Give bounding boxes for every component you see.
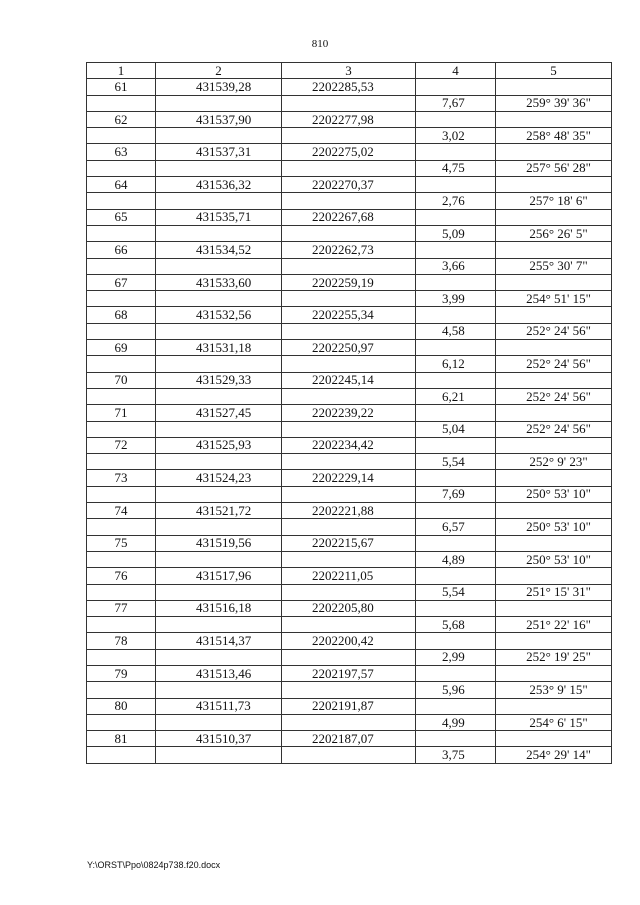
empty-cell [496,307,612,323]
table-row [87,144,612,160]
table-row [87,535,612,551]
empty-cell [156,421,282,437]
segment-length-cell: 4,89 [416,551,496,567]
empty-cell [282,356,416,372]
table-row [87,242,612,258]
point-number-cell: 66 [87,242,156,258]
x-coordinate-cell: 431521,72 [156,503,282,519]
empty-cell [496,111,612,127]
table-header-row [87,63,612,79]
empty-cell [87,128,156,144]
direction-angle-cell: 253° 9' 15" [496,682,612,698]
table-row [87,584,612,600]
empty-cell [416,111,496,127]
empty-cell [496,535,612,551]
x-coordinate-cell: 431513,46 [156,665,282,681]
empty-cell [416,600,496,616]
empty-cell [87,454,156,470]
x-coordinate-cell: 431537,31 [156,144,282,160]
page-number: 810 [311,38,329,50]
table-row [87,274,612,290]
segment-length-cell: 4,99 [416,714,496,730]
empty-cell [496,372,612,388]
direction-angle-cell: 250° 53' 10" [496,486,612,502]
empty-cell [87,519,156,535]
empty-cell [87,291,156,307]
empty-cell [416,568,496,584]
empty-cell [156,454,282,470]
direction-angle-cell: 258° 48' 35" [496,128,612,144]
table-row [87,258,612,274]
y-coordinate-cell: 2202259,19 [282,274,416,290]
direction-angle-cell: 252° 19' 25" [496,649,612,665]
segment-length-cell: 5,04 [416,421,496,437]
table-row [87,225,612,241]
empty-cell [496,568,612,584]
direction-angle-cell: 256° 26' 5" [496,225,612,241]
empty-cell [87,551,156,567]
y-coordinate-cell: 2202250,97 [282,340,416,356]
point-number-cell: 72 [87,437,156,453]
empty-cell [282,519,416,535]
x-coordinate-cell: 431532,56 [156,307,282,323]
table-row [87,209,612,225]
empty-cell [496,503,612,519]
empty-cell [156,388,282,404]
empty-cell [282,682,416,698]
y-coordinate-cell: 2202200,42 [282,633,416,649]
empty-cell [416,307,496,323]
empty-cell [156,617,282,633]
point-number-cell: 69 [87,340,156,356]
x-coordinate-cell: 431510,37 [156,731,282,747]
segment-length-cell: 5,96 [416,682,496,698]
empty-cell [87,421,156,437]
empty-cell [416,177,496,193]
empty-cell [416,405,496,421]
empty-cell [156,291,282,307]
empty-cell [496,633,612,649]
x-coordinate-cell: 431529,33 [156,372,282,388]
point-number-cell: 75 [87,535,156,551]
empty-cell [416,144,496,160]
empty-cell [416,340,496,356]
y-coordinate-cell: 2202211,05 [282,568,416,584]
x-coordinate-cell: 431517,96 [156,568,282,584]
empty-cell [156,584,282,600]
coordinates-table [86,62,612,764]
table-row [87,405,612,421]
x-coordinate-cell: 431533,60 [156,274,282,290]
table-row [87,372,612,388]
segment-length-cell: 4,75 [416,160,496,176]
empty-cell [282,747,416,763]
empty-cell [282,291,416,307]
empty-cell [496,274,612,290]
y-coordinate-cell: 2202221,88 [282,503,416,519]
empty-cell [156,356,282,372]
empty-cell [416,665,496,681]
y-coordinate-cell: 2202275,02 [282,144,416,160]
segment-length-cell: 7,67 [416,95,496,111]
table-row [87,698,612,714]
empty-cell [156,323,282,339]
empty-cell [156,649,282,665]
table-row [87,111,612,127]
empty-cell [87,388,156,404]
header-col-4: 4 [416,63,496,79]
direction-angle-cell: 254° 51' 15" [496,291,612,307]
y-coordinate-cell: 2202215,67 [282,535,416,551]
table-row [87,421,612,437]
empty-cell [156,258,282,274]
y-coordinate-cell: 2202191,87 [282,698,416,714]
empty-cell [87,714,156,730]
empty-cell [496,437,612,453]
empty-cell [496,731,612,747]
direction-angle-cell: 252° 24' 56" [496,388,612,404]
direction-angle-cell: 250° 53' 10" [496,551,612,567]
empty-cell [282,160,416,176]
table-row [87,682,612,698]
y-coordinate-cell: 2202285,53 [282,79,416,95]
segment-length-cell: 5,54 [416,454,496,470]
empty-cell [496,340,612,356]
empty-cell [416,731,496,747]
point-number-cell: 70 [87,372,156,388]
empty-cell [156,95,282,111]
direction-angle-cell: 252° 24' 56" [496,323,612,339]
empty-cell [416,535,496,551]
y-coordinate-cell: 2202229,14 [282,470,416,486]
header-col-1: 1 [87,63,156,79]
empty-cell [156,193,282,209]
table-row [87,160,612,176]
empty-cell [416,470,496,486]
table-row [87,470,612,486]
y-coordinate-cell: 2202255,34 [282,307,416,323]
y-coordinate-cell: 2202205,80 [282,600,416,616]
empty-cell [282,323,416,339]
empty-cell [496,665,612,681]
empty-cell [282,486,416,502]
point-number-cell: 67 [87,274,156,290]
empty-cell [87,617,156,633]
empty-cell [496,144,612,160]
point-number-cell: 63 [87,144,156,160]
point-number-cell: 79 [87,665,156,681]
empty-cell [416,79,496,95]
empty-cell [282,649,416,665]
table-row [87,649,612,665]
segment-length-cell: 5,68 [416,617,496,633]
x-coordinate-cell: 431519,56 [156,535,282,551]
empty-cell [416,209,496,225]
table-body [87,79,612,763]
table-row [87,486,612,502]
x-coordinate-cell: 431539,28 [156,79,282,95]
table-row [87,356,612,372]
header-col-2: 2 [156,63,282,79]
x-coordinate-cell: 431531,18 [156,340,282,356]
point-number-cell: 71 [87,405,156,421]
empty-cell [87,258,156,274]
table-row [87,568,612,584]
empty-cell [496,405,612,421]
empty-cell [156,128,282,144]
empty-cell [87,682,156,698]
segment-length-cell: 2,99 [416,649,496,665]
table-row [87,437,612,453]
header-col-5: 5 [496,63,612,79]
direction-angle-cell: 257° 18' 6" [496,193,612,209]
segment-length-cell: 2,76 [416,193,496,209]
x-coordinate-cell: 431535,71 [156,209,282,225]
empty-cell [87,649,156,665]
empty-cell [156,714,282,730]
empty-cell [496,209,612,225]
table-row [87,600,612,616]
empty-cell [416,372,496,388]
table-row [87,747,612,763]
direction-angle-cell: 251° 15' 31" [496,584,612,600]
table-row [87,454,612,470]
empty-cell [416,698,496,714]
x-coordinate-cell: 431511,73 [156,698,282,714]
table-row [87,503,612,519]
table-row [87,177,612,193]
segment-length-cell: 3,99 [416,291,496,307]
table-row [87,519,612,535]
empty-cell [282,714,416,730]
table-row [87,340,612,356]
x-coordinate-cell: 431525,93 [156,437,282,453]
empty-cell [282,95,416,111]
table-row [87,307,612,323]
y-coordinate-cell: 2202267,68 [282,209,416,225]
x-coordinate-cell: 431537,90 [156,111,282,127]
segment-length-cell: 6,21 [416,388,496,404]
x-coordinate-cell: 431534,52 [156,242,282,258]
empty-cell [282,617,416,633]
empty-cell [87,486,156,502]
point-number-cell: 65 [87,209,156,225]
table-row [87,731,612,747]
x-coordinate-cell: 431524,23 [156,470,282,486]
empty-cell [496,600,612,616]
direction-angle-cell: 251° 22' 16" [496,617,612,633]
empty-cell [87,225,156,241]
empty-cell [156,747,282,763]
empty-cell [496,698,612,714]
y-coordinate-cell: 2202239,22 [282,405,416,421]
direction-angle-cell: 252° 24' 56" [496,421,612,437]
segment-length-cell: 4,58 [416,323,496,339]
table-row [87,95,612,111]
direction-angle-cell: 255° 30' 7" [496,258,612,274]
empty-cell [416,242,496,258]
x-coordinate-cell: 431514,37 [156,633,282,649]
point-number-cell: 74 [87,503,156,519]
segment-length-cell: 3,66 [416,258,496,274]
point-number-cell: 61 [87,79,156,95]
empty-cell [87,160,156,176]
point-number-cell: 80 [87,698,156,714]
empty-cell [87,356,156,372]
table-row [87,617,612,633]
empty-cell [156,160,282,176]
y-coordinate-cell: 2202197,57 [282,665,416,681]
empty-cell [282,128,416,144]
empty-cell [156,682,282,698]
y-coordinate-cell: 2202270,37 [282,177,416,193]
direction-angle-cell: 254° 29' 14" [496,747,612,763]
empty-cell [87,323,156,339]
y-coordinate-cell: 2202234,42 [282,437,416,453]
empty-cell [496,79,612,95]
empty-cell [156,519,282,535]
table-row [87,323,612,339]
segment-length-cell: 3,02 [416,128,496,144]
table-row [87,388,612,404]
x-coordinate-cell: 431516,18 [156,600,282,616]
y-coordinate-cell: 2202245,14 [282,372,416,388]
empty-cell [496,177,612,193]
segment-length-cell: 6,12 [416,356,496,372]
empty-cell [282,258,416,274]
point-number-cell: 64 [87,177,156,193]
direction-angle-cell: 259° 39' 36" [496,95,612,111]
empty-cell [496,470,612,486]
direction-angle-cell: 250° 53' 10" [496,519,612,535]
empty-cell [416,503,496,519]
direction-angle-cell: 254° 6' 15" [496,714,612,730]
empty-cell [282,193,416,209]
empty-cell [156,225,282,241]
table-row [87,291,612,307]
point-number-cell: 81 [87,731,156,747]
y-coordinate-cell: 2202277,98 [282,111,416,127]
segment-length-cell: 6,57 [416,519,496,535]
empty-cell [156,551,282,567]
point-number-cell: 77 [87,600,156,616]
table-row [87,665,612,681]
table-row [87,79,612,95]
x-coordinate-cell: 431536,32 [156,177,282,193]
empty-cell [282,388,416,404]
point-number-cell: 76 [87,568,156,584]
point-number-cell: 78 [87,633,156,649]
empty-cell [496,242,612,258]
empty-cell [156,486,282,502]
y-coordinate-cell: 2202187,07 [282,731,416,747]
footer-file-path: Y:\ORST\Ppo\0824p738.f20.docx [87,860,221,870]
table-row [87,193,612,209]
y-coordinate-cell: 2202262,73 [282,242,416,258]
empty-cell [87,193,156,209]
empty-cell [282,225,416,241]
empty-cell [87,95,156,111]
empty-cell [282,551,416,567]
direction-angle-cell: 257° 56' 28" [496,160,612,176]
empty-cell [416,633,496,649]
empty-cell [282,454,416,470]
table-row [87,633,612,649]
segment-length-cell: 5,54 [416,584,496,600]
point-number-cell: 68 [87,307,156,323]
table-row [87,128,612,144]
empty-cell [282,421,416,437]
direction-angle-cell: 252° 24' 56" [496,356,612,372]
segment-length-cell: 3,75 [416,747,496,763]
table-row [87,551,612,567]
header-col-3: 3 [282,63,416,79]
segment-length-cell: 7,69 [416,486,496,502]
table-row [87,714,612,730]
empty-cell [416,437,496,453]
point-number-cell: 73 [87,470,156,486]
x-coordinate-cell: 431527,45 [156,405,282,421]
direction-angle-cell: 252° 9' 23" [496,454,612,470]
empty-cell [87,584,156,600]
segment-length-cell: 5,09 [416,225,496,241]
empty-cell [416,274,496,290]
point-number-cell: 62 [87,111,156,127]
empty-cell [87,747,156,763]
empty-cell [282,584,416,600]
